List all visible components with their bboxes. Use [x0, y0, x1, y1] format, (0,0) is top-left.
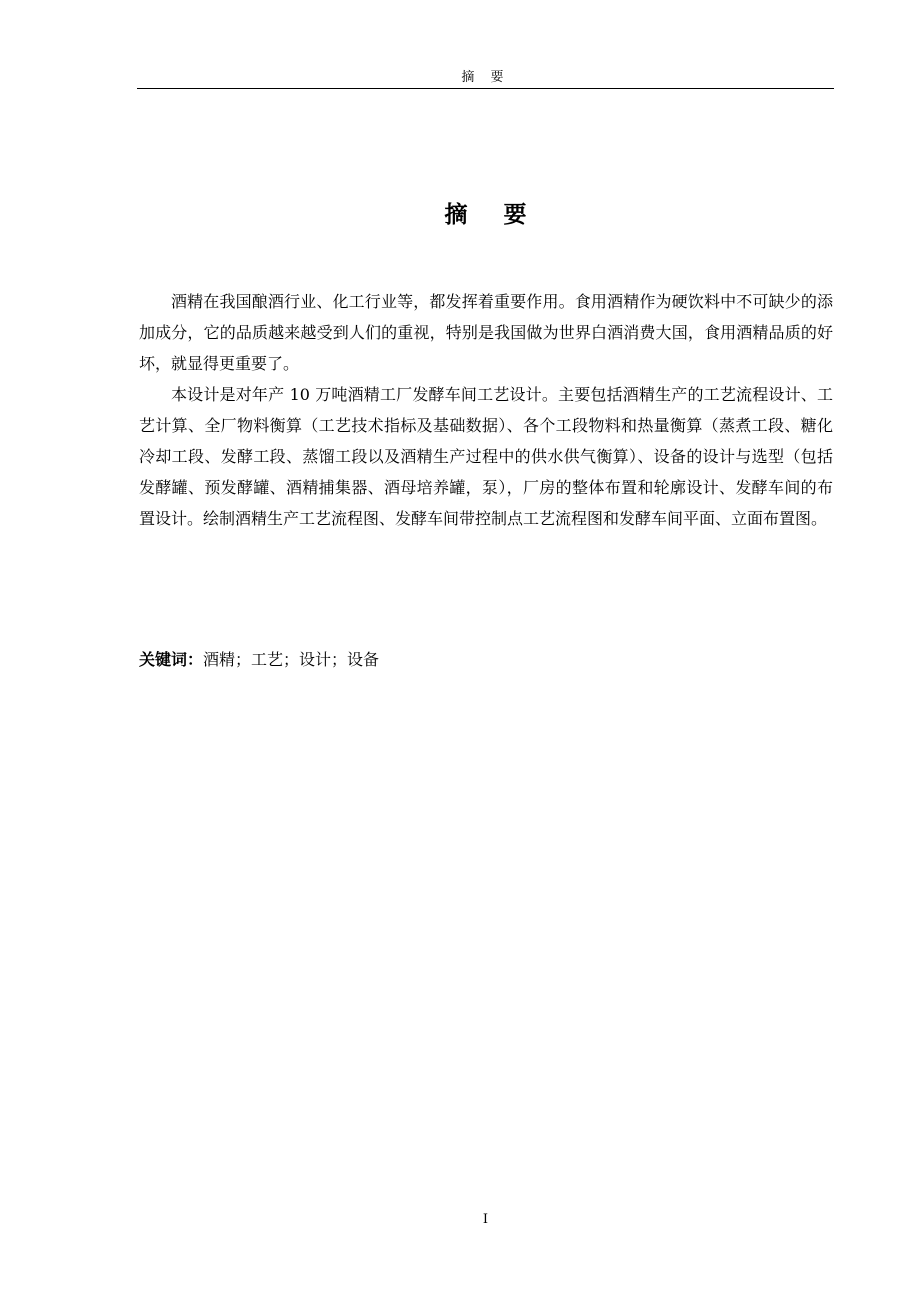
abstract-body [139, 286, 833, 534]
abstract-paragraph-1: 酒精在我国酿酒行业、化工行业等，都发挥着重要作用。食用酒精作为硬饮料中不可缺少的添加成分，它的品质越来越受到人们的重视，特别是我国做为世界白酒消费大国，食用酒精品质的好坏，就显得更重要了。 [139, 292, 833, 373]
keywords-line [139, 644, 833, 675]
running-header-title: 摘 要 [461, 70, 510, 85]
page-title: 摘 要 [444, 201, 541, 228]
page-number: I [482, 1212, 489, 1227]
keywords-values: 酒精；工艺；设计；设备 [203, 650, 380, 669]
header-divider [137, 88, 834, 89]
keywords-label: 关键词： [139, 650, 204, 669]
abstract-paragraph-2: 本设计是对年产 10 万吨酒精工厂发酵车间工艺设计。主要包括酒精生产的工艺流程设计、工艺计算、全厂物料衡算（工艺技术指标及基础数据）、各个工段物料和热量衡算（蒸煮工段、糖化冷却工段、发酵工段、蒸馏工段以及酒精生产过程中的供水供气衡算）、设备的设计与选型（包括发酵罐、预发酵罐、酒精捕集器、酒母培养罐，泵），厂房的整体布置和轮廓设计、发酵车间的布置设计。绘制酒精生产工艺流程图、发酵车间带控制点工艺流程图和发酵车间平面、立面布置图。 [139, 385, 833, 528]
